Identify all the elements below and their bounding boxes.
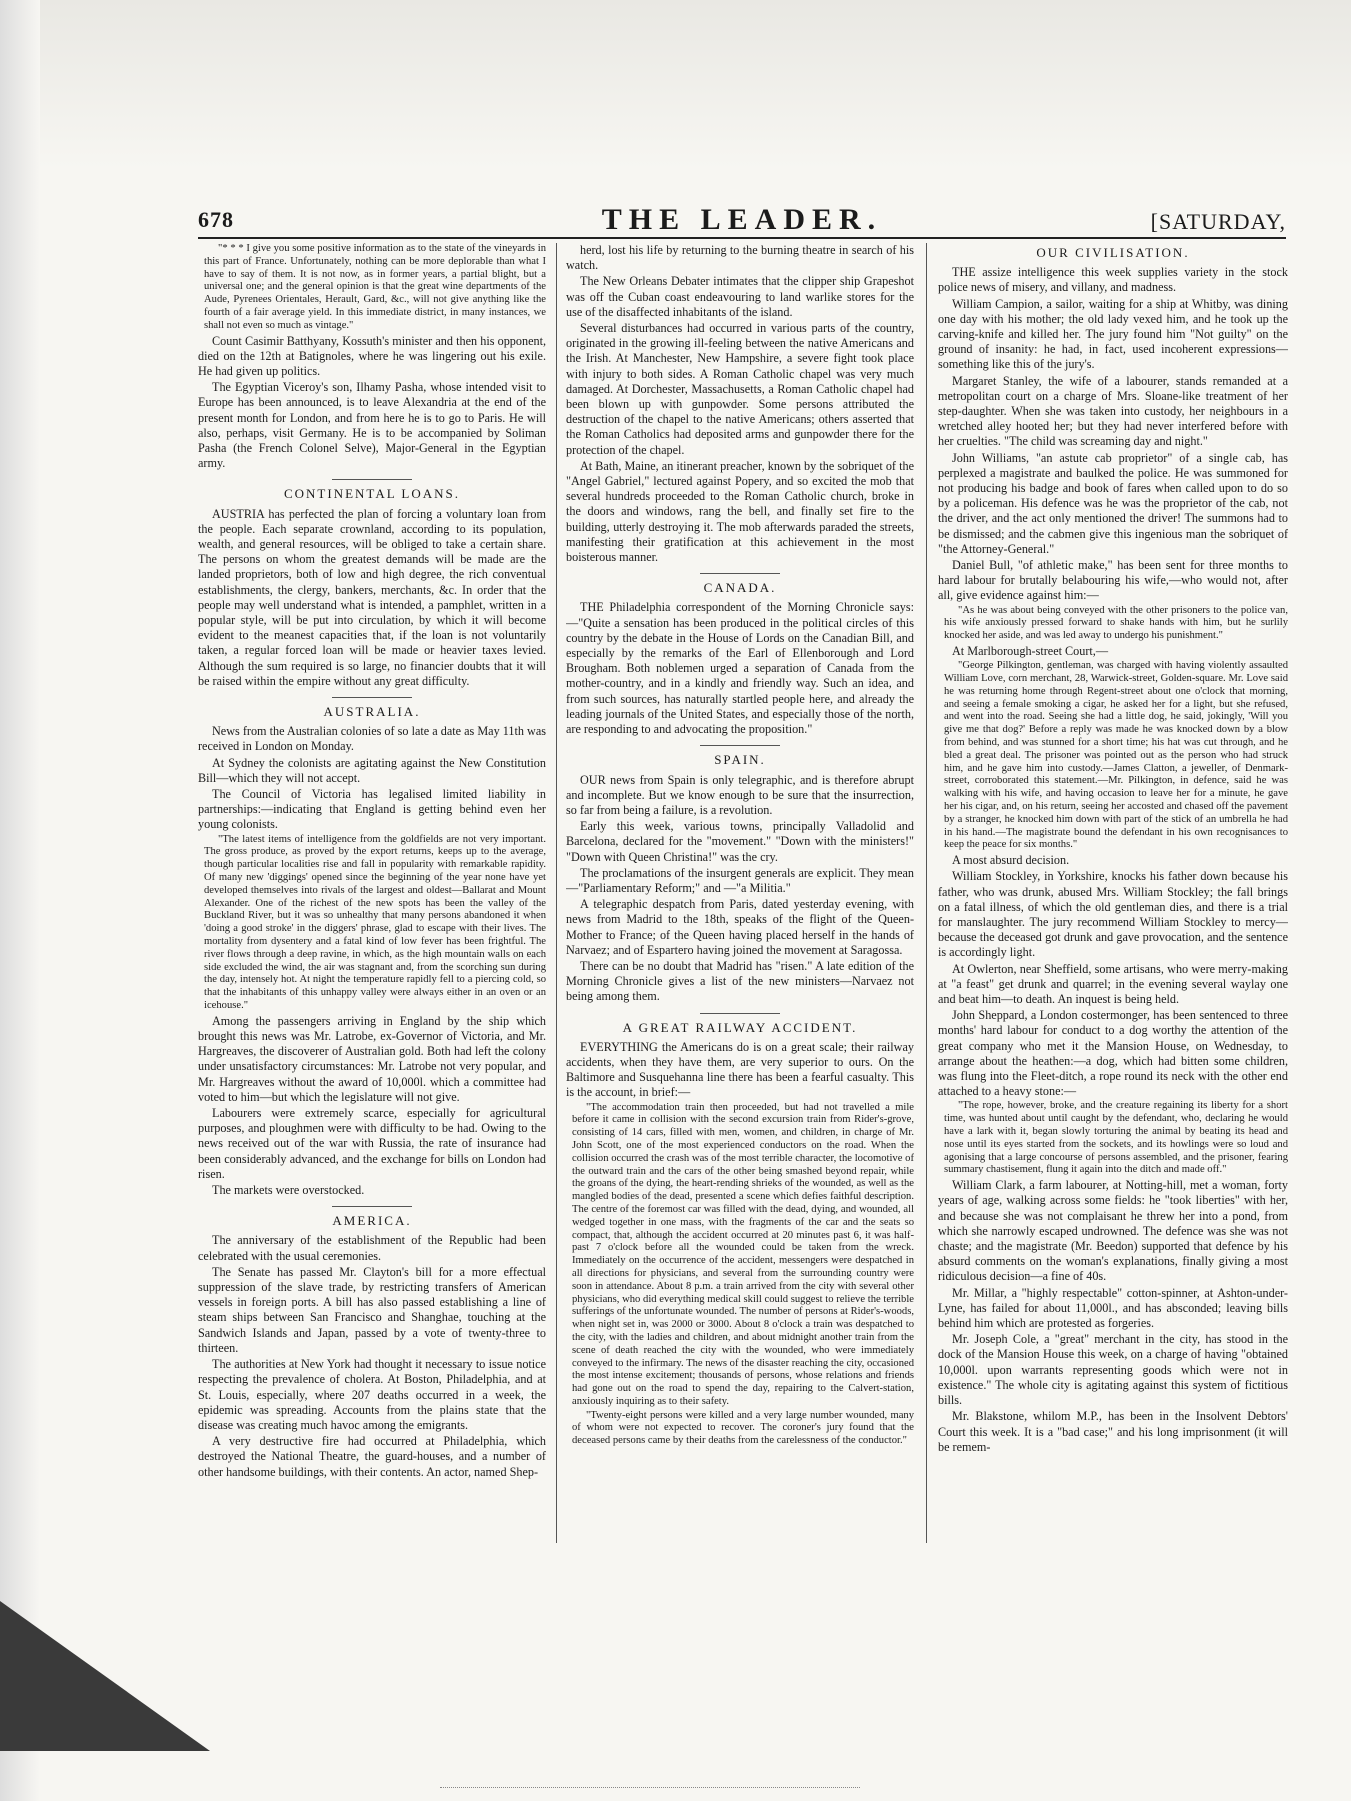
- article-paragraph: Mr. Millar, a "highly respectable" cotton-spinner, at Ashton-under-Lyne, has failed for about 11,000l., and has absconded; leaving bills behind him which are protested as forgeries.: [938, 1285, 1288, 1331]
- article-paragraph: THE assize intelligence this week supplies variety in the stock police news of misery, and villany, and madness.: [938, 265, 1288, 295]
- masthead-title: THE LEADER.: [601, 203, 883, 236]
- section-heading-continental-loans: CONTINENTAL LOANS.: [283, 486, 461, 502]
- column-divider: [556, 243, 557, 1543]
- article-paragraph: The proclamations of the insurgent generals are explicit. They mean—"Parliamentary Reform;" and —"a Militia.": [566, 865, 914, 895]
- article-paragraph: OUR news from Spain is only telegraphic, and is therefore abrupt and incomplete. But we know enough to be sure that the insurrection, so far from being a failure, is a revolution.: [566, 772, 914, 817]
- section-heading-america: AMERICA.: [332, 1213, 412, 1229]
- article-paragraph: Mr. Blakstone, whilom M.P., has been in the Insolvent Debtors' Court this week. It is a "bad case;" and his long imprisonment (it will be remem-: [938, 1409, 1288, 1454]
- column-divider: [926, 243, 927, 1543]
- article-paragraph: At Sydney the colonists are agitating against the New Constitution Bill—which they will not accept.: [198, 755, 546, 785]
- page-header: [198, 203, 1286, 237]
- article-paragraph: A telegraphic despatch from Paris, dated yesterday evening, with news from Madrid to the 18th, speaks of the flight of the Queen-Mother to France; of the Queen having placed herself in the hands of Narvaez; and of Espartero having joined the movement at Saragossa.: [566, 897, 914, 957]
- section-rule: [700, 1013, 780, 1014]
- railway-quote: "Twenty-eight persons were killed and a very large number wounded, many of whom were not expected to recover. The coroner's jury found that the deceased persons came by their deaths from the carelessness of the conductor.": [572, 1409, 914, 1447]
- scan-shading-left: [0, 0, 40, 1801]
- article-paragraph: At Bath, Maine, an itinerant preacher, known by the sobriquet of the "Angel Gabriel," lectured against Popery, and so excited the mob that several hundreds proceeded to the Roman Catholic church, broke in the doors and windows, rang the bell, and finally set fire to the building, utterly destroying it. The mob afterwards paraded the streets, manifesting their gratification at this achievement in the most boisterous manner.: [566, 458, 914, 565]
- section-rule: [332, 479, 412, 480]
- article-paragraph: William Stockley, in Yorkshire, knocks his father down because his father, who was drunk, abused Mrs. William Stockley; the fall brings on a fatal illness, of which the old gentleman dies, and there is a trial for manslaughter. The jury recommend William Stockley to mercy—because the deceased got drunk and gave provocation, and the sentence is accordingly light.: [938, 869, 1288, 960]
- court-quote: "George Pilkington, gentleman, was charged with having violently assaulted William Love, corn merchant, 28, Warwick-street, Golden-square. Mr. Love said he was returning home through Regent-street about one o'clock that morning, and seeing a female smoking a cigar, he asked her for a light, but she refused, and went into the road. Seeing she had a little dog, he said, jokingly, 'Will you give me that dog?' Before a reply was made he was knocked down by a blow from behind, and was stunned for a short time; his hat was cut through, and he bled a great deal. The prisoner was pointed out as the person who had struck him, and he gave him into custody.—James Clatton, a jeweller, of Denmark-street, corroborated this statement.—Mr. Pilkington, in defence, said he was walking with his wife, and having occasion to leave her for a minute, he gave her his cigar, and, on his return, seeing her accosted and chased off the pavement by a stranger, he knocked him down with part of the stick of an umbrella he had in his hand.—The magistrate bound the defendant in his own recognisances to keep the peace for six months.": [944, 660, 1288, 851]
- column-2: [566, 243, 914, 1533]
- article-paragraph: John Williams, "an astute cab proprietor" of a single cab, has perplexed a magistrate and baulked the police. He was summoned for not producing his badge and book of fares when called upon to do so by a policeman. His defence was he was the proprietor of the cab, not the driver, and the act only mentioned the driver! The summons had to be dismissed; and the cabmen give this ingenious man the sobriquet of "the Attorney-General.": [938, 450, 1288, 556]
- article-paragraph: The Egyptian Viceroy's son, Ilhamy Pasha, whose intended visit to Europe has been announced, is to leave Alexandria at the end of the present month for London, and from here he is to go to Paris. He will also, perhaps, visit Germany. He is to be accompanied by Soliman Pasha (the French Colonel Selve), Major-General in the Egyptian army.: [198, 380, 546, 471]
- article-paragraph: Labourers were extremely scarce, especially for agricultural purposes, and ploughmen were with difficulty to be had. Owing to the news received out of the war with Russia, the rate of insurance had been considerably advanced, and the exchange for bills on London had risen.: [198, 1106, 546, 1181]
- article-paragraph: William Clark, a farm labourer, at Notting-hill, met a woman, forty years of age, walking across some fields: he "took liberties" with her, and because she was not complaisant he threw her into a pond, from which she narrowly escaped undrowned. The defence was she was not chaste; and the magistrate (Mr. Beedon) supported that defence by his absurd comments on the woman's explanations, finally giving a most ridiculous decision—a fine of 40s.: [938, 1178, 1288, 1284]
- page-corner-shadow: [0, 1601, 210, 1751]
- section-heading-railway-accident: A GREAT RAILWAY ACCIDENT.: [622, 1019, 858, 1035]
- section-rule: [700, 745, 780, 746]
- column-1: [198, 243, 546, 1533]
- article-paragraph: There can be no doubt that Madrid has "risen." A late edition of the Morning Chronicle gives a list of the new ministers—Narvaez not being among them.: [566, 958, 914, 1004]
- article-paragraph: The authorities at New York had thought it necessary to issue notice respecting the prevalence of cholera. At Boston, Philadelphia, and at St. Louis, especially, where 207 deaths occurred in a week, the epidemic was spreading. Accounts from the plains state that the disease was creating much havoc among the emigrants.: [198, 1357, 546, 1432]
- article-paragraph: Daniel Bull, "of athletic make," has been sent for three months to hard labour for brutally belabouring his wife,—who would not, after all, give evidence against him:—: [938, 558, 1288, 603]
- article-paragraph: John Sheppard, a London costermonger, has been sentenced to three months' hard labour for conduct to a dog worthy the attention of the great company who met it the Mansion House, on Wednesday, to arrange about the heathen:—a dog, which had bitten some children, was flung into the Fleet-ditch, a rope round its neck with the other end attached to a heavy stone:—: [938, 1008, 1288, 1099]
- article-paragraph: William Campion, a sailor, waiting for a ship at Whitby, was dining one day with his mother; the old lady vexed him, and he took up the carving-knife and killed her. The jury found him "Not guilty" on the ground of insanity: he had, in fact, used incoherent expressions—something like this of the jury's.: [938, 296, 1288, 372]
- article-paragraph: The anniversary of the establishment of the Republic had been celebrated with the usual ceremonies.: [198, 1233, 546, 1263]
- article-paragraph: AUSTRIA has perfected the plan of forcing a voluntary loan from the people. Each separate crownland, according to its population, wealth, and general resources, will be obliged to take a certain share. The persons on whom the greatest demands will be made are the landed proprietors, both of low and high degree, the rich conventual establishments, the clergy, bankers, merchants, &c. In order that the people may well understand what is intended, a pamphlet, written in a popular style, will be put into circulation, by which it will become evident to the meanest capacities that, if the loan is not voluntarily taken, a regular forced loan will be made or heavier taxes levied. Although the sum required is so large, no financier doubts that it will be raised within the empire without any great difficulty.: [198, 506, 546, 688]
- article-paragraph: Among the passengers arriving in England by the ship which brought this news was Mr. Latrobe, ex-Governor of Victoria, and Mr. Hargreaves, the discoverer of Australian gold. Both had left the colony under unsatisfactory circumstances: Mr. Latrobe not very popular, and Mr. Hargreaves without the award of 10,000l. which a committee had voted to him—but which the legislature will not give.: [198, 1013, 546, 1104]
- section-rule: [332, 697, 412, 698]
- scan-artifact-line: [440, 1787, 860, 1788]
- article-paragraph: The Senate has passed Mr. Clayton's bill for a more effectual suppression of the slave trade, by restricting transfers of American vessels in foreign ports. A bill has also passed establishing a line of steam ships between San Francisco and Shanghae, touching at the Sandwich Islands and Japan, passed by a vote of twenty-three to thirteen.: [198, 1264, 546, 1355]
- article-paragraph: THE Philadelphia correspondent of the Morning Chronicle says:—"Quite a sensation has been produced in the political circles of this country by the debate in the House of Lords on the Canadian Bill, and especially by the remarks of the Earl of Ellenborough and Lord Brougham. Both noblemen urged a separation of Canada from the mother-country, and in a kindly and friendly way. Such an idea, and from such sources, has naturally startled people here, and already the leading journals of the United States, and especially those of the north, are responding to and advocating the proposition.": [566, 600, 914, 737]
- article-paragraph: At Owlerton, near Sheffield, some artisans, who were merry-making at "a feast" get drunk and quarrel; in the evening several waylay one and beat him—to death. An inquest is being held.: [938, 961, 1288, 1007]
- article-paragraph: The markets were overstocked.: [212, 1183, 365, 1198]
- article-paragraph: Count Casimir Batthyany, Kossuth's minister and then his opponent, died on the 12th at Batignoles, where he was lingering out his exile. He had given up politics.: [198, 333, 546, 378]
- section-heading-our-civilisation: OUR CIVILISATION.: [1036, 245, 1190, 260]
- article-paragraph: herd, lost his life by returning to the burning theatre in search of his watch.: [566, 243, 914, 273]
- goldfields-quote: "The latest items of intelligence from the goldfields are not very important. The gross produce, as proved by the export returns, keeps up to the average, though particular localities rise and fall in popularity with remarkable rapidity. Of many new 'diggings' opened since the beginning of the year none have yet developed themselves into rivals of the largest and oldest—Ballarat and Mount Alexander. One of the richest of the new spots has been the valley of the Buckland River, but it was so unhealthy that many persons abandoned it when 'doing a good stroke' in the diggers' phrase, glad to escape with their lives. The mortality from dysentery and a fatal kind of low fever has been frightful. The river flows through a deep ravine, in which, as the high mountain walls on each side excluded the wind, the air was stagnant and, from the scorching sun during the day, intensely hot. At night the temperature rapidly fell to a piercing cold, so that the inhabitants of this unhappy valley were always either in an oven or an icehouse.": [204, 833, 546, 1012]
- column-3: [938, 243, 1288, 1533]
- railway-quote: "The accommodation train then proceeded, but had not travelled a mile before it came in collision with the second excursion train from Rider's-grove, consisting of 14 cars, filled with men, women, and children, in charge of Mr. John Scott, one of the most experienced conductors on the road. When the collision occurred the crash was of the most terrible character, the locomotive of the outward train and the cars of the other being smashed beyond repair, while the groans of the dying, the heart-rending shrieks of the wounded, as well as the mangled bodies of the dead, presented a scene which defies faithful description. The centre of the foremost car was filled with the dead, dying, and wounded, all wedged together in one mass, with the fragments of the car and the seats so compact, that, although the accident occurred at 20 minutes past 6, it was half-past 7 o'clock before all the wounded could be taken from the wreck. Immediately on the occurrence of the accident, messengers were despatched in all directions for physicians, and several from the surrounding country were soon in attendance. About 8 p.m. a train arrived from the city with several other physicians, who did everything medical skill could suggest to relieve the terrible sufferings of the unfortunate wounded. The number of persons at Rider's-woods, when night set in, was 2000 or 3000. About 8 o'clock a train was despatched to the city, with the ladies and children, and about midnight another train from the scene of death reached the city with the wounded, who were immediately conveyed to the infirmary. The news of the disaster reaching the city, occasioned the most intense excitement; thousands of persons, whose relations and friends had gone out on the road to spend the day, repairing to the Calvert-station, anxiously inquiring as to their safety.: [572, 1101, 914, 1407]
- section-heading-spain: SPAIN.: [714, 752, 766, 768]
- article-paragraph: Early this week, various towns, principally Valladolid and Barcelona, declared for the "movement." "Down with the ministers!" "Down with Queen Christina!" was the cry.: [566, 819, 914, 864]
- section-rule: [332, 1206, 412, 1207]
- page-number: 678: [198, 207, 234, 232]
- court-quote: "As he was about being conveyed with the other prisoners to the police van, his wife anxiously pressed forward to shake hands with him, but he surlily knocked her aside, and was led away to undergo his punishment.": [944, 604, 1288, 642]
- vineyard-quote: "* * * I give you some positive information as to the state of the vineyards in this part of France. Unfortunately, nothing can be more deplorable than what I have to say of them. It is not now, as in former years, a partial blight, but a universal one; and the general opinion is that the great wine departments of the Aude, Pyrenees Orientales, Herault, Gard, &c., will not give anything like the fourth of a fair average yield. In this immediate district, in many instances, we shall not even so much as vintage.": [204, 243, 546, 331]
- article-paragraph: Mr. Joseph Cole, a "great" merchant in the city, has stood in the dock of the Mansion House this week, on a charge of having "obtained 10,000l. upon warrants representing goods which were not in existence." The whole city is agitating against this system of fictitious bills.: [938, 1332, 1288, 1408]
- article-paragraph: A very destructive fire had occurred at Philadelphia, which destroyed the National Theatre, the guard-houses, and a number of other handsome buildings, with their contents. An actor, named Shep-: [198, 1434, 546, 1479]
- article-paragraph: The Council of Victoria has legalised limited liability in partnerships:—indicating that England is getting behind even her young colonists.: [198, 787, 546, 832]
- article-paragraph: EVERYTHING the Americans do is on a great scale; their railway accidents, when they have them, are very superior to ours. On the Baltimore and Susquehanna line there has been a fearful casualty. This is the account, in brief:—: [566, 1039, 914, 1100]
- article-paragraph: News from the Australian colonies of so late a date as May 11th was received in London on Monday.: [198, 724, 546, 754]
- section-heading-canada: CANADA.: [703, 580, 777, 596]
- article-paragraph: Margaret Stanley, the wife of a labourer, stands remanded at a metropolitan court on a charge of Mrs. Sloane-like treatment of her step-daughter. When she was taken into custody, her neighbours in a wretched alley hooted her; but they had never interfered before with her cruelties. "The child was screaming day and night.": [938, 373, 1288, 449]
- header-rule: [198, 237, 1286, 239]
- issue-day: [SATURDAY,: [1150, 209, 1286, 234]
- article-paragraph: At Marlborough-street Court,—: [952, 644, 1109, 659]
- article-paragraph: The New Orleans Debater intimates that the clipper ship Grapeshot was off the Cuban coast endeavouring to land warlike stores for the use of the disaffected inhabitants of the island.: [566, 274, 914, 319]
- scan-shading-top: [0, 0, 1351, 170]
- article-paragraph: A most absurd decision.: [952, 853, 1070, 868]
- court-quote: "The rope, however, broke, and the creature regaining its liberty for a short time, was hunted about until caught by the defendant, who, declaring he would have a lark with it, began slowly torturing the animal by beating its head and nose until its eyes started from the sockets, and its howlings were so loud and agonising that a large concourse of persons assembled, and the prisoner, fearing summary chastisement, flung it again into the ditch and made off.": [944, 1100, 1288, 1176]
- section-heading-australia: AUSTRALIA.: [323, 704, 421, 720]
- article-paragraph: Several disturbances had occurred in various parts of the country, originated in the growing ill-feeling between the native Americans and the Irish. At Manchester, New Hampshire, a severe fight took place with injury to both sides. A Roman Catholic chapel was very much damaged. At Dorchester, Massachusetts, a Roman Catholic chapel had been blown up with gunpowder. Some persons attributed the destruction of the chapel to the native Americans; others asserted that the Roman Catholics had deposited arms and gunpowder there for the protection of the chapel.: [566, 321, 914, 457]
- section-rule: [700, 573, 780, 574]
